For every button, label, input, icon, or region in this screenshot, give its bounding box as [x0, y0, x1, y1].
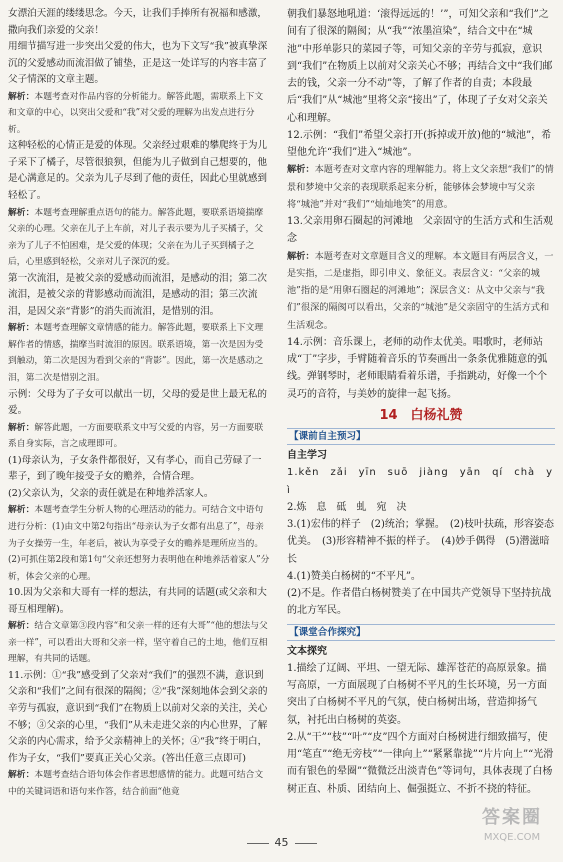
answer-paragraph	[8, 486, 270, 503]
explanation-paragraph	[8, 420, 270, 453]
answer-paragraph	[8, 6, 270, 39]
answer-paragraph	[287, 127, 555, 162]
page-number-dash-left	[247, 843, 269, 844]
page-number-dash-right	[295, 843, 317, 844]
explanation-paragraph	[287, 161, 555, 213]
answer-paragraph	[287, 6, 555, 127]
answer-paragraph	[8, 39, 270, 89]
explanation-label: 解析：	[8, 505, 35, 516]
left-column	[8, 6, 270, 800]
answer-paragraph	[8, 668, 270, 767]
explanation-paragraph	[8, 502, 270, 585]
paragraph-text: 结合文章第③段内容“和父亲一样的还有大哥”“他的想法与父亲一样”，可以看出大哥和父亲一样，坚守着自己的土地，他们互相理解，有共同的话题。	[8, 621, 268, 665]
answer-paragraph	[8, 271, 270, 321]
coop-section-header: 【课堂合作探究】	[287, 624, 555, 641]
answer-paragraph	[287, 213, 555, 248]
answer-paragraph	[8, 138, 270, 204]
watermark-line2: MXQE.COM	[483, 832, 541, 843]
paragraph-text: 1.描绘了辽阔、平坦、一望无际、雄浑苍茫的高原景象。描写高原，一方面展现了白杨树不平凡的生长环境，另一方面突出了白杨树不平凡的气氛，使白杨树出场，营造抑扬气氛，衬托出白杨树的英姿。	[287, 662, 547, 726]
preview-answer	[287, 464, 555, 499]
paragraph-text: (2)不是。作者借白杨树赞美了在中国共产党领导下坚持抗战的北方军民。	[287, 588, 552, 617]
paragraph-text: 本题考查理解重点语句的能力。解答此题，要联系语境揣摩父亲的心理。父亲在儿子上车前，对儿子表示要为儿子买橘子，父亲为了儿子不怕困难，是父爱的体现；父亲在为儿子买到橘子之后，心里感到轻松，父亲对儿子深沉的爱。	[8, 207, 264, 268]
explanation-paragraph	[8, 320, 270, 386]
paragraph-text: 14.示例：音乐课上，老师的动作太优美。唱歌时，老师站成“丁”字步，手臂随着音乐的节奏画出一条条优雅随意的弧线。弹钢琴时，老师眼睛看着乐谱，手指跳动，好像一个个灵巧的音符，与美妙的旋律一起飞扬。	[287, 336, 548, 400]
right-column	[287, 6, 555, 798]
answer-paragraph	[287, 334, 555, 403]
paragraph-text: 本题考查学生分析人物的心理活动的能力。可结合文中语句进行分析：(1)由文中第2句指出“母亲认为子女都有出息了”，母亲为子女操劳一生，年老后，被认为享受子女的赡养是理所应当的。(2)可抓住第2段和第1句“父亲还想努力表明他在种地养活着家人”分析，体会父亲的心理。	[8, 505, 270, 582]
preview-answer	[287, 585, 555, 620]
paragraph-text: 本题考查对文章题目含义的理解。本文题目有两层含义，一是实指，二是虚指，即引申义、象征义。表层含义：“父亲的城池”指的是“用卵石圈起的河滩地”；深层含义：从文中父亲与“我们”很深的隔阂可以看出，父亲的“城池”是父亲固守的生活方式和生活观念。	[287, 250, 554, 331]
page-number-value: 45	[274, 836, 289, 849]
self-study-title: 自主学习	[287, 450, 327, 461]
paragraph-text: 12.示例：“我们”希望父亲打开(拆掉或开放)他的“城池”，希望他允许“我们”进入“城池”。	[287, 129, 552, 158]
watermark-logo	[467, 808, 557, 854]
paragraph-text: 用细节描写进一步突出父爱的伟大，也为下文写“我”被真挚深沉的父爱感动而流泪做了铺垫，正是这一处详写的内容丰富了父子情深的文章主题。	[8, 41, 268, 86]
explanation-paragraph	[8, 205, 270, 271]
answer-continuation	[287, 6, 555, 403]
paragraph-text: 示例：父母为了子女可以献出一切，父母的爱是世上最无私的爱。	[8, 388, 268, 417]
paragraph-text: 1.kěn zǎi yīn suō jiàng yān qí chà yì	[287, 467, 554, 496]
answer-paragraph	[8, 585, 270, 618]
answer-paragraph	[8, 387, 270, 420]
paragraph-text: 第一次流泪，是被父亲的爱感动而流泪，是感动的泪；第二次流泪，是被父亲的背影感动而流泪，是感动的泪；第三次流泪，是因父亲“背影”的消失而流泪，是惜别的泪。	[8, 272, 268, 317]
explanation-label: 解析：	[287, 250, 315, 262]
explanation-label: 解析：	[8, 422, 35, 433]
explanation-label: 解析：	[8, 207, 35, 218]
paragraph-text: 11.示例：①“我”感受到了父亲对“我们”的强烈不满，意识到父亲和“我们”之间有很深的隔阂；②“我”深刻地体会到父亲的辛劳与孤寂，意识到“我们”在物质上以前对父亲的关注，关心不够；③父亲的心里，“我们”从未走进父亲的内心世界，了解父亲的内心需求，给予父亲精神上的关怀；④“我”终于明白，作为子女，“我们”要真正关心父亲。(答出任意三点即可)	[8, 669, 268, 764]
paragraph-text: 10.因为父亲和大哥有一样的想法，有共同的话题(或父亲和大哥互相理解)。	[8, 587, 267, 615]
watermark-line1: 答案圈	[482, 807, 542, 828]
explanation-label: 解析：	[8, 91, 35, 102]
paragraph-text: 这种轻松的心情正是爱的体现。父亲经过艰难的攀爬终于为儿子采下了橘子，尽管很狼狈，但能为儿子做到自己想要的，他是心满意足的。父亲为儿子尽到了他的责任，因此心里就感到轻松了。	[8, 140, 268, 202]
paragraph-text: 本题考查对文章内容的理解能力。将上文父亲想“我们”的情景和梦境中父亲的表现联系起来分析，能够体会梦境中写父亲将“城池”并对“我们”“灿灿地笑”的用意。	[287, 164, 554, 210]
preview-section-header: 【课前自主预习】	[287, 428, 555, 445]
explanation-label: 解析：	[287, 164, 315, 176]
explanation-label: 解析：	[8, 323, 35, 334]
paragraph-text: 2.炼 息 砥 虬 宛 决	[287, 501, 407, 513]
answer-paragraph	[8, 453, 270, 486]
lesson-title: 14 白杨礼赞	[379, 407, 463, 423]
preview-answer	[287, 516, 555, 568]
explanation-paragraph	[287, 248, 555, 334]
explore-answers	[287, 660, 555, 798]
explanation-label: 解析：	[8, 621, 35, 632]
paragraph-text: 2.从“干”“枝”“叶”“皮”四个方面对白杨树进行细致描写，使用“笔直”“绝无旁枝”“一律向上”“紧紧靠拢”“片片向上”“光滑而有银色的晕圈”“微微泛出淡青色”等词句，具体表现了白杨树正直、朴质、团结向上、倔强挺立、不折不挠的特征。	[287, 731, 554, 795]
paragraph-text: 3.(1)宏伟的样子 (2)统治；掌握。 (2)枝叶扶疏，形容姿态优美。 (3)形容精神不振的样子。 (4)妙手偶得 (5)潜滋暗长	[287, 519, 555, 565]
explore-title: 文本探究	[287, 645, 327, 657]
paragraph-text: (1)母亲认为，子女条件都很好，又有孝心，而自己劳碌了一辈子，到了晚年接受子女的赡养，合情合理。	[8, 454, 262, 483]
paragraph-text: 本题考查理解文章情感的能力。解答此题，要联系上下文理解作者的情感，揣摩当时流泪的原因。联系语境，第一次是因为受到触动，第二次是因为看到父亲的“背影”。因此，第一次是感动之泪，第二次是惜别之泪。	[8, 323, 264, 384]
preview-answer	[287, 499, 555, 516]
paragraph-text: 4.(1)赞美白杨树的“不平凡”。	[287, 570, 421, 582]
explore-answer	[287, 729, 555, 798]
preview-answers	[287, 464, 555, 619]
explanation-paragraph	[8, 89, 270, 139]
paragraph-text: 本题考查对作品内容的分析能力。解答此题，需联系上下文和文章的中心，以突出父爱和“我”对父爱的理解为出发点进行分析。	[8, 91, 264, 135]
paragraph-text: 女漂泊天涯的缕缕思念。今天，让我们手捧所有祝福和感激，撒向我们亲爱的父亲！	[8, 8, 268, 36]
explanation-label: 解析：	[8, 770, 35, 781]
explanation-paragraph	[8, 618, 270, 668]
preview-answer	[287, 568, 555, 585]
explore-answer	[287, 660, 555, 729]
paragraph-text: 本题考查结合语句体会作者思想感情的能力。此题可结合文中的关键词语和语句来作答，结合前面“他竟	[8, 770, 264, 797]
explanation-paragraph	[8, 767, 270, 800]
paragraph-text: 朝我们暴怒地吼道：‘滚得远远的！’”，可知父亲和“我们”之间有了很深的隔阂；从“我”“浓墨渲染”，结合文中在“城池”中形单影只的菜园子等，可知父亲的辛劳与孤寂，意识到“我们”在物质上以前对父亲关心不够；再结合文中“我们邮去的钱，父亲一分不动”等，了解了作者的自责；本段最后“我们”从“城池”里将父亲“接出”了，体现了子女对父亲关心和理解。	[287, 9, 553, 124]
paragraph-text: 13.父亲用卵石圈起的河滩地 父亲固守的生活方式和生活观念	[287, 216, 553, 245]
paragraph-text: 解答此题，一方面要联系文中写父爱的内容，另一方面要联系自身实际，言之成理即可。	[8, 422, 264, 450]
paragraph-text: (2)父亲认为，父亲的责任就是在种地养活家人。	[8, 487, 214, 499]
